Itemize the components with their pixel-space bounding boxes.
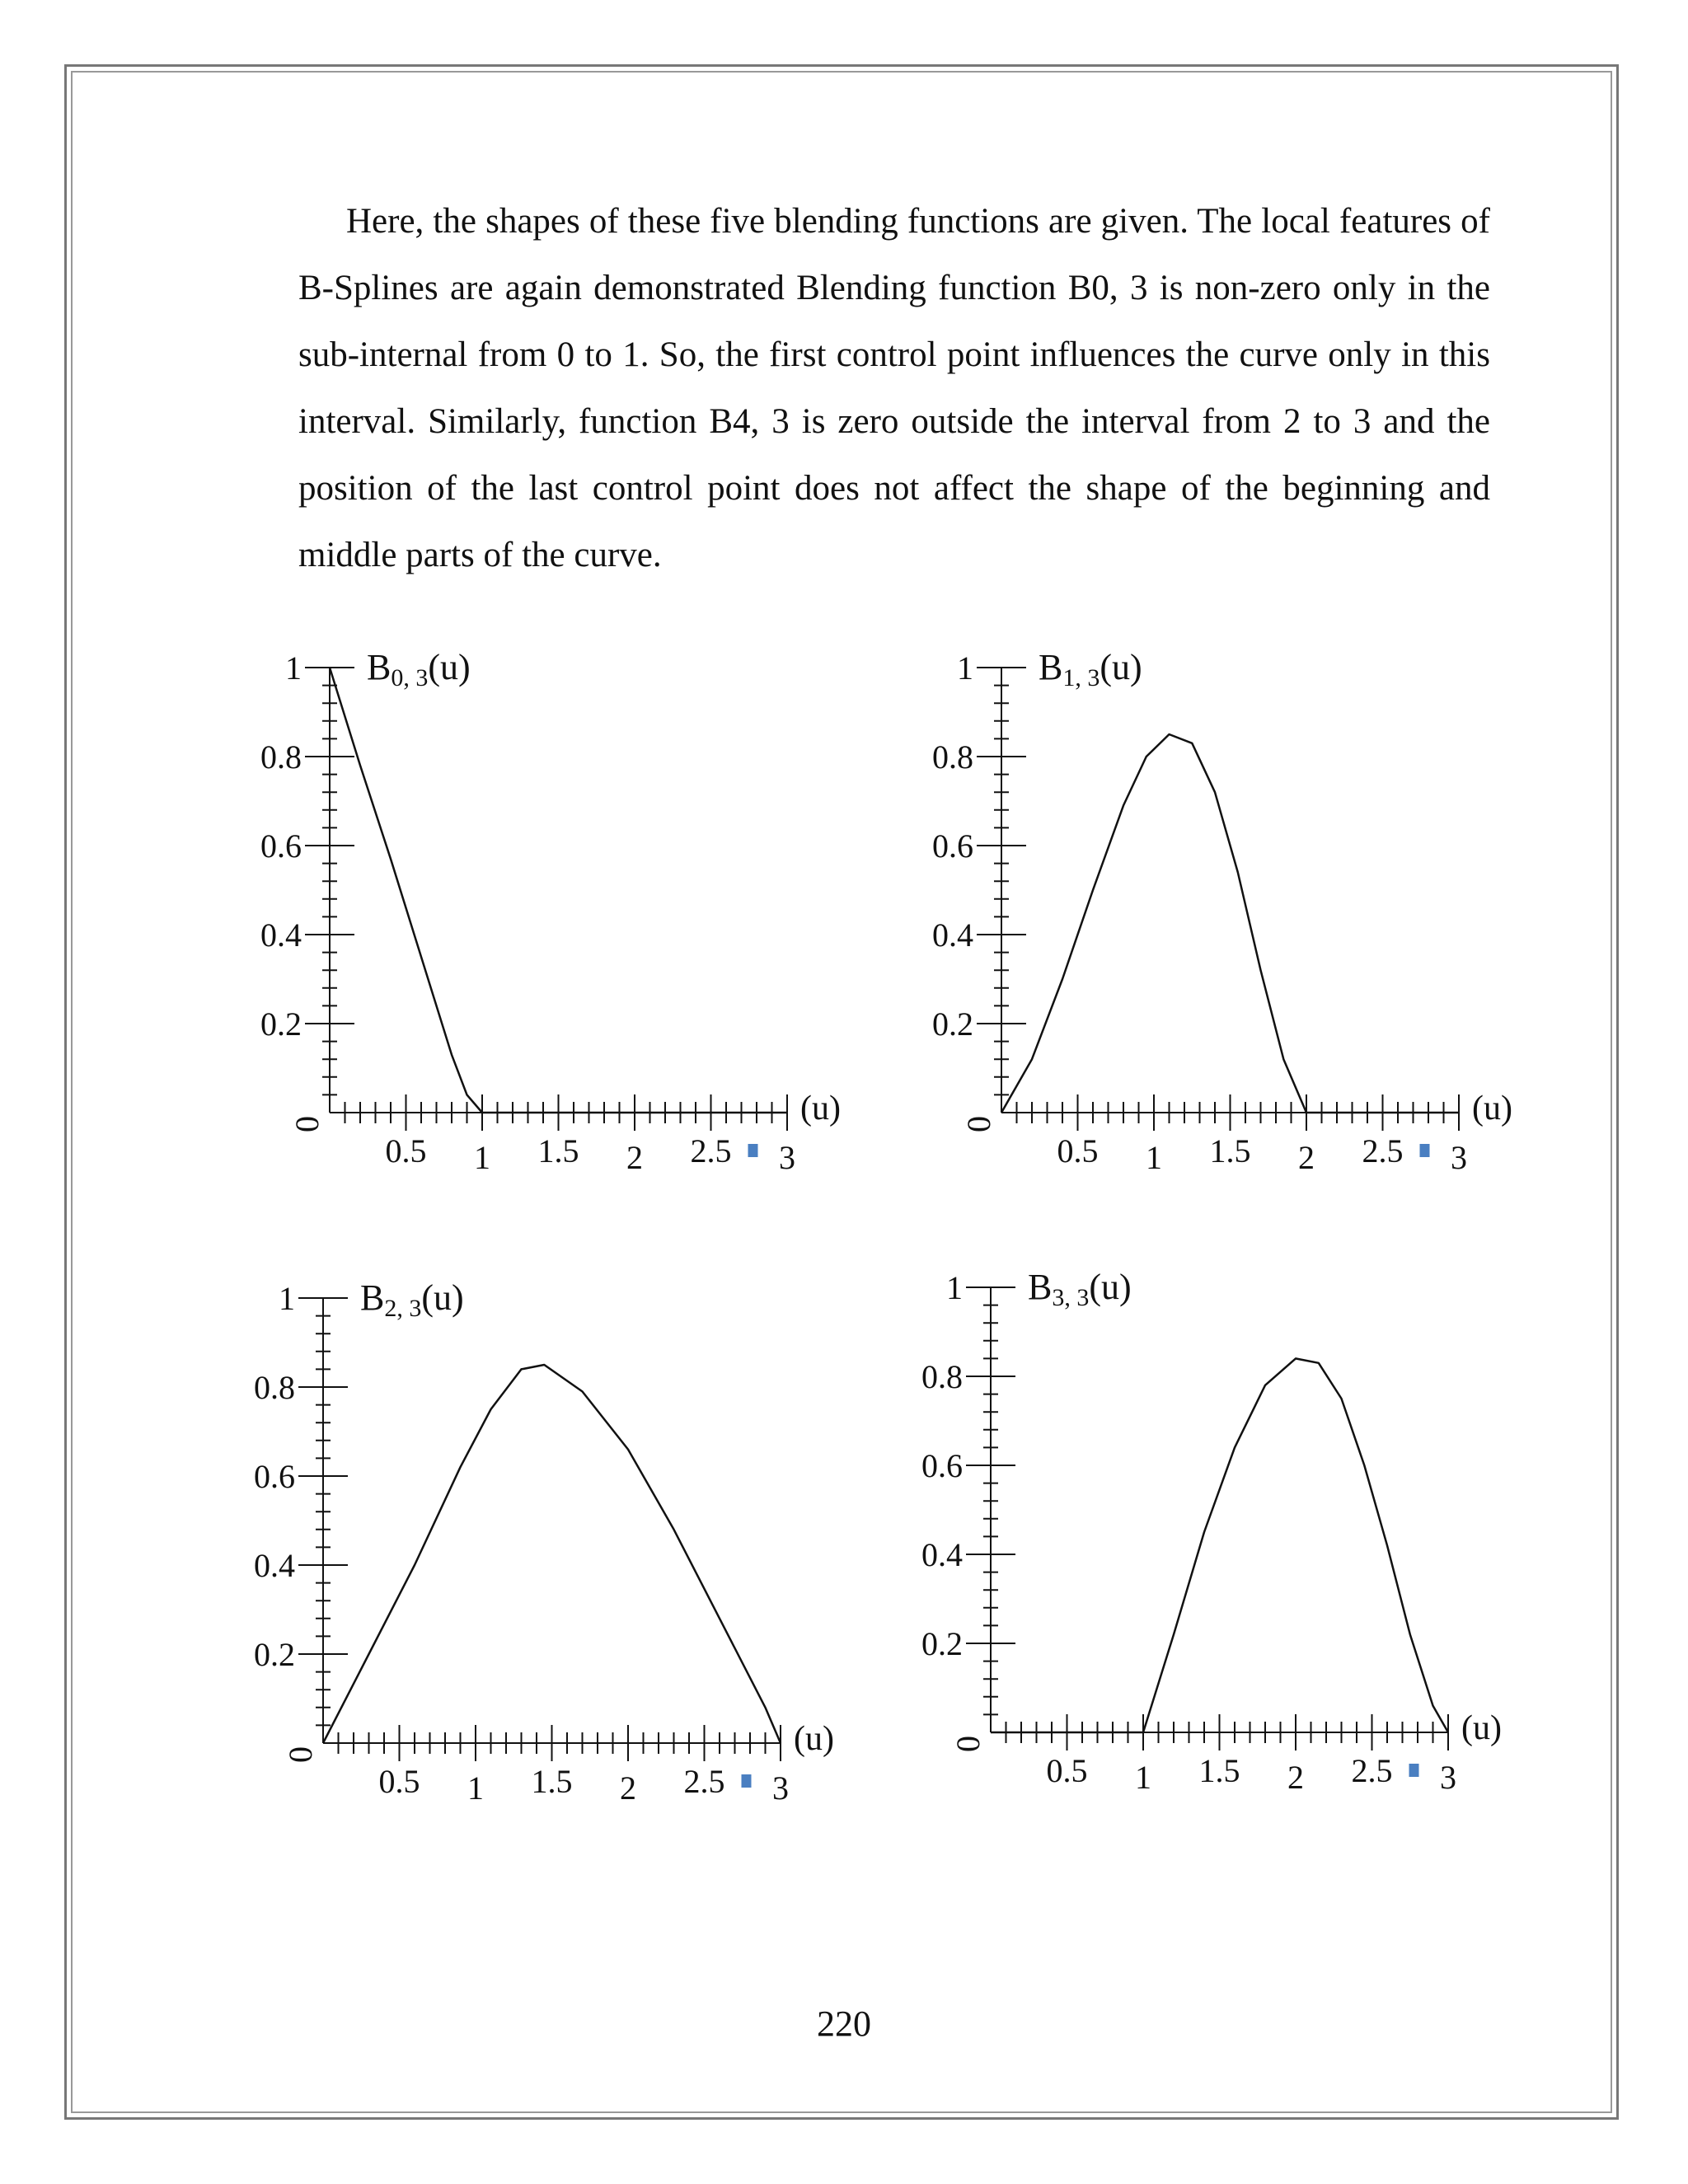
x-tick-label: 0.5 [1057, 1132, 1099, 1169]
chart-b03 [223, 635, 882, 1212]
y-tick-label: 0.4 [260, 916, 302, 954]
y-tick-label: 0.2 [260, 1005, 302, 1043]
origin-label: 0 [960, 1116, 997, 1132]
chart-b23 [216, 1265, 875, 1842]
curve-line [323, 1365, 781, 1743]
x-tick-label: 2.5 [1351, 1752, 1393, 1789]
x-tick-label: 2 [620, 1769, 636, 1807]
curve-line [991, 1358, 1448, 1732]
y-tick-label: 0.8 [260, 738, 302, 776]
x-tick-label: 2 [1287, 1759, 1304, 1796]
y-tick-label: 0.4 [921, 1536, 963, 1573]
origin-label: 0 [288, 1116, 326, 1132]
x-tick-label: 3 [1451, 1139, 1467, 1176]
y-tick-label: 0.4 [932, 916, 973, 954]
x-tick-label: 2 [626, 1139, 643, 1176]
x-tick-label: 1 [467, 1769, 484, 1807]
y-tick-label: 1 [285, 649, 302, 687]
x-tick-label: 3 [779, 1139, 795, 1176]
y-tick-label: 0.8 [932, 738, 973, 776]
chart-b33 [884, 1254, 1543, 1831]
x-axis-label: (u) [1461, 1709, 1502, 1747]
x-tick-label: 1.5 [1209, 1132, 1251, 1169]
y-tick-label: 1 [279, 1280, 295, 1317]
x-tick-label: 2 [1298, 1139, 1315, 1176]
marker-square [748, 1144, 758, 1157]
chart-title: B0, 3(u) [367, 647, 471, 691]
x-tick-label: 0.5 [1046, 1752, 1088, 1789]
chart-title: B3, 3(u) [1028, 1267, 1132, 1311]
x-tick-label: 1 [1146, 1139, 1162, 1176]
x-tick-label: 2.5 [1362, 1132, 1404, 1169]
x-tick-label: 1.5 [537, 1132, 579, 1169]
chart-b13 [894, 635, 1554, 1212]
y-tick-label: 0.2 [254, 1636, 295, 1673]
marker-square [1409, 1764, 1419, 1777]
x-tick-label: 0.5 [378, 1763, 420, 1800]
y-tick-label: 0.6 [260, 827, 302, 865]
x-tick-label: 2.5 [690, 1132, 732, 1169]
chart-title: B1, 3(u) [1039, 647, 1142, 691]
x-tick-label: 1 [474, 1139, 490, 1176]
curve-line [1001, 734, 1459, 1113]
y-tick-label: 0.4 [254, 1547, 295, 1584]
x-tick-label: 1 [1135, 1759, 1151, 1796]
x-tick-label: 3 [772, 1769, 789, 1807]
x-axis-label: (u) [794, 1720, 834, 1758]
y-tick-label: 0.8 [921, 1358, 963, 1395]
y-tick-label: 0.2 [921, 1625, 963, 1662]
y-tick-label: 0.2 [932, 1005, 973, 1043]
page-number: 220 [817, 2004, 871, 2044]
y-tick-label: 1 [946, 1269, 963, 1306]
body-paragraph: Here, the shapes of these five blending functions are given. The local features of B-Splines are again demonstrated Blending function B0, 3 is non-zero only in the sub-internal from 0 to 1. So, the first control point influences the curve only in this interval. Similarly, function B4, 3 is zero outside the interval from 2 to 3 and the position of the last control point does not affect the shape of the beginning and middle parts of the curve. [298, 202, 1490, 574]
x-tick-label: 3 [1440, 1759, 1456, 1796]
y-tick-label: 0.6 [932, 827, 973, 865]
x-tick-label: 1.5 [1198, 1752, 1240, 1789]
origin-label: 0 [282, 1746, 319, 1763]
chart-title: B2, 3(u) [360, 1277, 464, 1322]
y-tick-label: 0.6 [921, 1447, 963, 1484]
y-tick-label: 1 [957, 649, 973, 687]
x-tick-label: 0.5 [385, 1132, 427, 1169]
y-tick-label: 0.6 [254, 1458, 295, 1495]
marker-square [742, 1774, 752, 1788]
x-axis-label: (u) [800, 1090, 841, 1127]
x-tick-label: 1.5 [531, 1763, 573, 1800]
x-axis-label: (u) [1472, 1090, 1512, 1127]
curve-line [330, 668, 787, 1113]
x-tick-label: 2.5 [683, 1763, 725, 1800]
marker-square [1420, 1144, 1430, 1157]
origin-label: 0 [950, 1736, 987, 1752]
y-tick-label: 0.8 [254, 1369, 295, 1406]
